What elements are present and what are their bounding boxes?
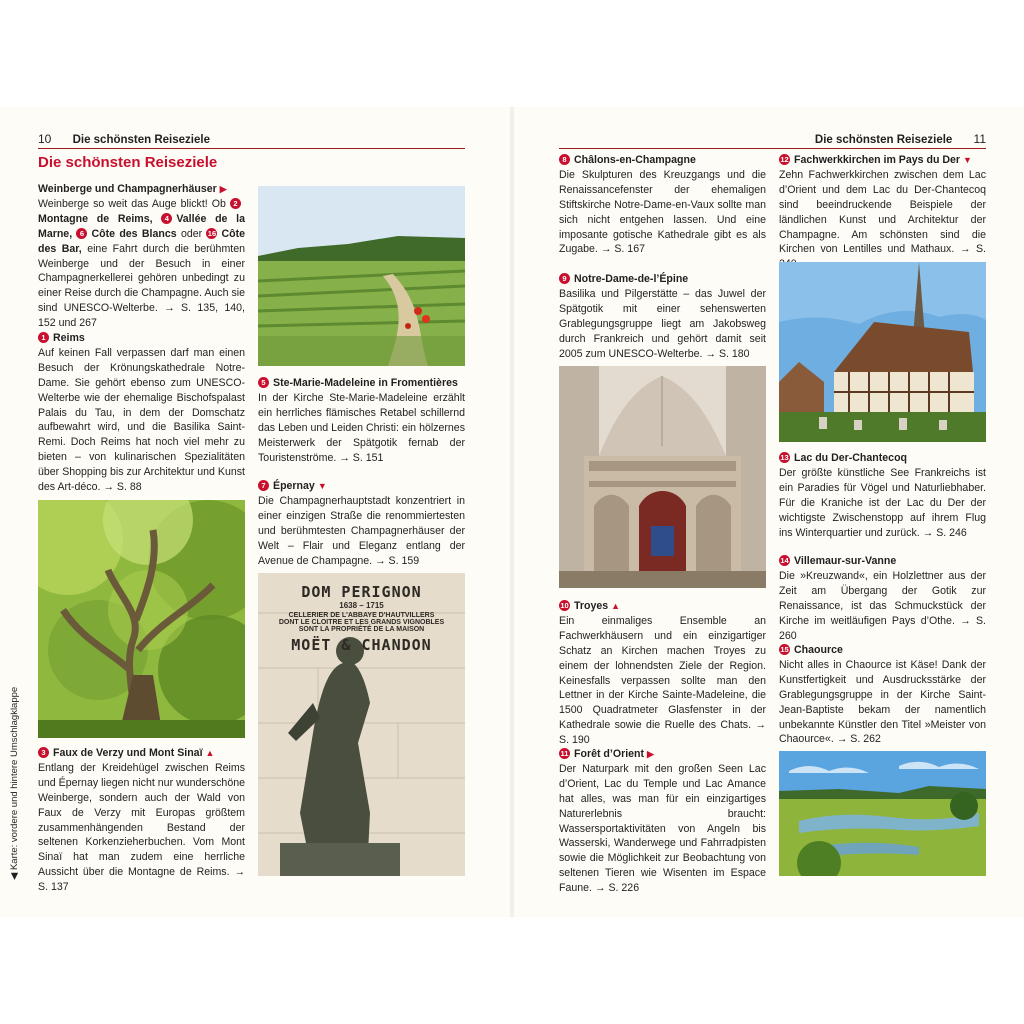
section-faux-de-verzy (38, 746, 245, 895)
map-marker-icon: ▼ (963, 155, 972, 165)
photo-faux-de-verzy-tree (38, 500, 245, 738)
section-villemaur (779, 554, 986, 643)
section-heading: 5 Ste-Marie-Madeleine in Fromentières (258, 376, 465, 391)
section-text: Weinberge so weit das Auge blickt! Ob 2Montagne de Reims, 4 Vallée de la Marne, 6 Côte des Blancs oder 16 Côte des Bar, eine Fahrt durch die berühmten Weinberge und der Besuch in einer Champagnerkellerei gehören unbedingt zu einer Reise durch die Champagne. Auch sie sind UNESCO-Welterbe. → S. 135, 140, 152 und 267 (38, 197, 245, 330)
page-title: Die schönsten Reiseziele (38, 154, 218, 171)
photo-church-interior (559, 366, 766, 588)
map-marker-icon: ▶ (647, 749, 654, 759)
section-heading: 15 Chaource (780, 644, 843, 656)
map-marker-icon: ▼ (317, 481, 327, 491)
number-badge: 13 (780, 453, 789, 462)
section-text: Nicht alles in Chaource ist Käse! Dank der Kunstfertigkeit und Ausdrucksstärke der Grablegungsgruppe in der Kirche Saint-Jean-Baptiste bekam der namentlich unbekannte Künstler den Titel »Meister von Chaource«. → S. 262 (779, 658, 986, 746)
section-text: Der größte künstliche See Frankreichs ist ein Paradies für Vögel und Naturliebhaber. Für die Kraniche ist der Lac du Der der wichtigste Zwischenstopp auf ihrem Flug ins Winterquartier und zurück. → S. 246 (779, 466, 986, 539)
left-page-number: 10 (38, 132, 52, 146)
section-heading: 1 Reims (38, 331, 245, 346)
section-troyes (559, 599, 766, 748)
section-weinberge (38, 182, 245, 331)
section-fachwerkkirchen (779, 153, 986, 272)
number-badge: 10 (560, 601, 569, 610)
number-badge: 6 (76, 228, 87, 239)
right-header-rule (559, 148, 986, 149)
number-badge: 16 (207, 228, 217, 238)
map-marker-icon: ▲ (205, 748, 215, 758)
section-heading: Weinberge und Champagnerhäuser ▶ (38, 183, 227, 195)
number-badge: 14 (780, 556, 789, 565)
section-notre-dame-de-lepine (559, 272, 766, 361)
right-running-header (815, 132, 986, 146)
number-badge: 8 (559, 154, 570, 165)
section-text: Die Skulpturen des Kreuzgangs und die Renaissancefenster der ehemaligen Stiftskirche Notre-Dame-en-Vaux sollte man sich nicht entgehen lassen. Und eine imposante gotische Kathedrale gibt es als Zugabe. → S. 167 (559, 168, 766, 256)
section-text: Ein einmaliges Ensemble an Fachwerkhäusern und ein einzigartiger Schatz an Kirchen machen Troyes zu einem der lohnendsten Ziele der Region. Keinesfalls verpassen sollte man den Lettner in der Kirche Sainte-Madeleine, die 1500 Quadratmeter Glasfenster in der Kathedrale sowie die Ruelle des Chats. → S. 190 (559, 614, 766, 747)
section-heading: 13 Lac du Der-Chantecoq (780, 452, 908, 464)
book-gutter (510, 107, 514, 917)
number-badge: 3 (38, 747, 49, 758)
left-header-title: Die schönsten Reiseziele (72, 134, 210, 146)
section-text: In der Kirche Ste-Marie-Madeleine erzählt ein herrliches flämisches Retabel schillernd das Leben und Leiden Christi: ein hölzernes Meisterwerk der Spätgotik fernab der Touristenströme. → S. 151 (258, 391, 465, 464)
number-badge: 12 (780, 155, 789, 164)
section-lac-du-der (779, 451, 986, 540)
section-foret-dorient (559, 747, 766, 896)
section-text: Entlang der Kreidehügel zwischen Reims und Épernay liegen nicht nur wunderschöne Weinberge, sondern auch der Wald von Faux de Verzy mit Europas größtem zusammenhängenden Bestand der seltenen Korkenzieherbuchen. Vom Mont Sinaï hat man zudem eine herrliche Aussicht über die Montagne de Reims. → S. 137 (38, 761, 245, 894)
section-heading: 10 Troyes ▲ (560, 600, 621, 612)
map-marker-icon: ▶ (219, 184, 227, 194)
number-badge: 15 (780, 645, 789, 654)
photo-marshland (779, 751, 986, 876)
number-badge: 2 (230, 198, 241, 209)
map-marker-icon: ▲ (611, 601, 621, 611)
photo-timber-church (779, 262, 986, 442)
section-heading: 14 Villemaur-sur-Vanne (780, 555, 897, 567)
section-text: Der Naturpark mit den großen Seen Lac d’Orient, Lac du Temple und Lac Amance hat alles, was man für ein einzigartiges Naturerlebnis braucht: Wassersportaktivitäten von Angeln bis Wasserski, Wanderwege und Fahrradpisten sowie die Möglichkeit zur Beobachtung von seltenen Tieren wie Wisenten im Espace Faune. → S. 226 (559, 762, 766, 895)
section-heading: 12 Fachwerkkirchen im Pays du Der ▼ (780, 154, 972, 166)
section-heading: 9 Notre-Dame-de-l’Épine (559, 272, 766, 287)
number-badge: 11 (560, 749, 569, 758)
section-chaource (779, 643, 986, 747)
number-badge: 4 (161, 213, 172, 224)
section-text: Die Champagnerhauptstadt konzentriert in einer einzigen Straße die renommiertesten und berühmtesten Champagnerhäuser der Welt – Flair und Eleganz entlang der Avenue de Champagne. → S. 159 (258, 494, 465, 567)
photo-dom-perignon-statue (258, 573, 465, 876)
section-text: Auf keinen Fall verpassen darf man einen Besuch der Krönungskathedrale Notre-Dame. Sie gehört ebenso zum UNESCO-Welterbe wie der ehemalige Bischofspalast Palais du Tau, in dem der Domschatz aufbewahrt wird, und die Basilika Saint-Remi. Doch Reims hat noch viel mehr zu bieten – von kulinarischen Spezialitäten über Shopping bis zur Architektur und Kunst des Art-déco. → S. 88 (38, 346, 245, 494)
number-badge: 7 (258, 480, 269, 491)
number-badge: 9 (559, 273, 570, 284)
section-heading: 8 Châlons-en-Champagne (559, 153, 766, 168)
section-ste-marie-madeleine (258, 376, 465, 465)
map-side-caption: ◀ Karte: vordere und hintere Umschlagklappe (9, 686, 20, 880)
section-chalons (559, 153, 766, 257)
section-reims (38, 331, 245, 495)
section-text: Zehn Fachwerkkirchen zwischen dem Lac d’Orient und dem Lac du Der-Chantecoq sind beeindruckende Beispiele der ländlichen Kunst und Architektur der Champagne. Am schönsten sind die Kirchen von Lentilles und Mathaux. → S. (779, 168, 986, 256)
left-header-rule (38, 148, 465, 149)
right-header-title: Die schönsten Reiseziele (814, 134, 953, 146)
section-epernay (258, 479, 465, 568)
number-badge: 5 (258, 377, 269, 388)
section-heading: 7 Épernay ▼ (258, 479, 465, 494)
section-heading: 11 Forêt d’Orient ▶ (560, 748, 654, 760)
engraved-sign: DOM PERIGNON 1638 – 1715 CELLERIER DE L'ABBAYE D'HAUTVILLERS DONT LE CLOITRE ET LES GRANDS VIGNOBLES SONT LA PROPRIÉTÉ DE LA MAISON MOËT & CHANDON (278, 583, 445, 654)
right-page-number: 11 (973, 132, 986, 146)
section-heading: 3 Faux de Verzy und Mont Sinaï ▲ (38, 746, 245, 761)
section-text: Basilika und Pilgerstätte – das Juwel der Spätgotik mit einer sehenswerten Grablegungsgruppe liegt am Jakobsweg durch Frankreich und gehört damit seit 2005 zum UNESCO-Welterbe. → S. 180 (559, 287, 766, 360)
photo-vineyard (258, 186, 465, 366)
section-text: Die »Kreuzwand«, ein Holzlettner aus der Zeit am Übergang der Gotik zur Renaissance, ist das Schmuckstück der Kirche im weitläufigen Pays d’Othe. → S. 260 (779, 569, 986, 642)
number-badge: 1 (38, 332, 49, 343)
left-running-header (38, 132, 210, 146)
